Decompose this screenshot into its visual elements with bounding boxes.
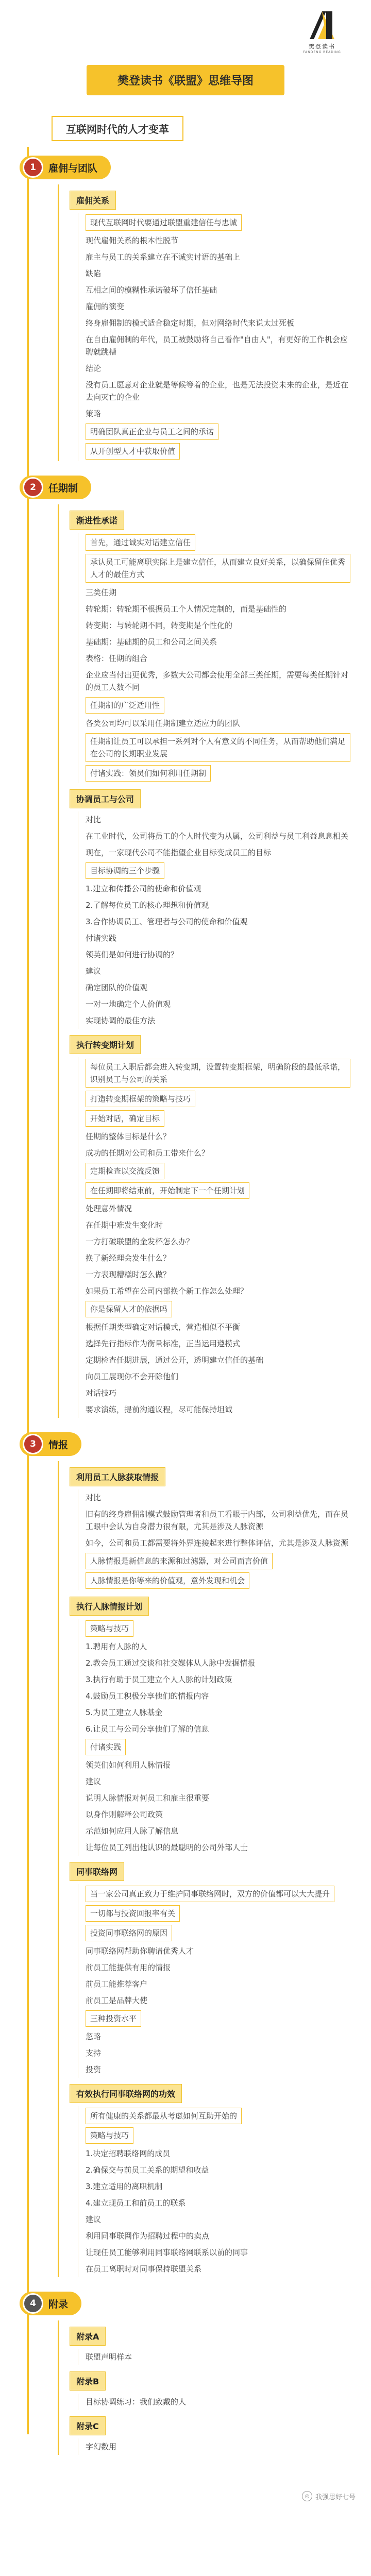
- node-row: [86, 360, 350, 377]
- node: 领英们是如何进行协调的？: [86, 950, 179, 959]
- node-row: [86, 2178, 350, 2195]
- node-row: [86, 811, 350, 828]
- node-row: [86, 1335, 350, 1352]
- section-number-badge: 2: [23, 477, 43, 498]
- node: 支持: [86, 2048, 102, 2058]
- node: 1.建立和传播公司的使命和价值观: [86, 884, 201, 893]
- node-row: [86, 1535, 350, 1551]
- highlighted-node: 人脉情报是你等来的价值观，意外发现和机会: [86, 1572, 249, 1589]
- section-number-badge: 1: [23, 157, 43, 178]
- node: 在任期中难发生变化时: [86, 1221, 163, 1230]
- node-row: [86, 282, 350, 298]
- highlighted-node: 当一家公司真正致力于维护同事联络网时，双方的价值都可以大大提升: [86, 1886, 334, 1902]
- node-row: [86, 715, 350, 732]
- node-row: [86, 1839, 350, 1856]
- node-row: [86, 1401, 350, 1418]
- node: 表格：任期的组合: [86, 654, 148, 663]
- node: 缺陷: [86, 269, 102, 278]
- topic-heading[interactable]: 同事联络网: [70, 1862, 124, 1881]
- node-row: [86, 1489, 350, 1506]
- node-row: [86, 422, 350, 442]
- section: [21, 476, 350, 1418]
- topic-block: [70, 184, 350, 461]
- watermark-text: 我强思好七号: [315, 2493, 356, 2501]
- node: 目标协调练习：我们致戴的人: [86, 2397, 187, 2406]
- node-row: [86, 1266, 350, 1283]
- node-row: [86, 2162, 350, 2178]
- topic-heading[interactable]: 渐进性承诺: [70, 511, 124, 530]
- node: 一方打破联盟的金发杯怎么办？: [86, 1237, 194, 1246]
- node: 2.确保交与前员工关系的期望和收益: [86, 2165, 209, 2175]
- node-row: [86, 2438, 350, 2455]
- node-row: [86, 897, 350, 913]
- node-row: [86, 1368, 350, 1385]
- node-row: [86, 265, 350, 282]
- node: 在自由雇佣制的年代，员工被鼓励将自己看作"自由人"，有更好的工作机会应聘就跳槽: [86, 335, 348, 357]
- node-row: [86, 1655, 350, 1671]
- node-row: [86, 930, 350, 946]
- node: 让每位员工列出他认识的最聪明的公司外部人士: [86, 1843, 248, 1852]
- topic-heading[interactable]: 执行人脉情报计划: [70, 1597, 149, 1616]
- node: 建议: [86, 1777, 102, 1786]
- highlighted-node: 每位员工入职后都会进入转变期，设置转变期框架，明确阶段的最低承诺，识别员工与公司的关系: [86, 1059, 350, 1088]
- node: 6.让员工与公司分享他们了解的信息: [86, 1724, 209, 1734]
- topic-items: [78, 1489, 350, 1590]
- node-row: [86, 2228, 350, 2244]
- node: 各类公司均可以采用任期制建立适应力的团队: [86, 719, 241, 728]
- topic-block: [70, 1590, 350, 1856]
- node: 雇主与员工的关系建立在不诚实讨语的基础上: [86, 252, 241, 262]
- highlighted-node: 付诸实践: [86, 1739, 126, 1755]
- node-row: [86, 650, 350, 667]
- node: 现代雇佣关系的根本性脱节: [86, 236, 179, 245]
- node-row: [86, 1823, 350, 1839]
- section-branch: [58, 1461, 350, 2277]
- section: [21, 2292, 350, 2455]
- node-row: [86, 2261, 350, 2277]
- highlighted-node: 你是保留人才的依据吗: [86, 1301, 172, 1317]
- node-row: [86, 552, 350, 584]
- node: 在工业时代，公司将员工的个人时代变为从属，公司利益与员工利益息息相关: [86, 832, 349, 841]
- node: 付诸实践: [86, 934, 117, 943]
- node: 转轮期：转轮期不根据员工个人情况定制的，而是基础性的: [86, 604, 287, 614]
- node: 现在，一家现代公司不能指望企业目标变成员工的目标: [86, 848, 272, 857]
- node: 如果员工希望在公司内部换个新工作怎么处理？: [86, 1286, 248, 1296]
- node-row: [86, 1671, 350, 1688]
- node-row: [86, 1737, 350, 1757]
- node-row: [86, 442, 350, 461]
- topic-items: [78, 213, 350, 461]
- node-row: [86, 1806, 350, 1823]
- node: 建议: [86, 967, 102, 976]
- topic-block: [70, 2320, 350, 2365]
- title-wrap: [0, 65, 371, 95]
- node: 任期的整体目标是什么？: [86, 1132, 171, 1141]
- footer: [0, 2470, 371, 2512]
- node-row: [86, 913, 350, 930]
- node: 示范如何应用人脉了解信息: [86, 1826, 179, 1836]
- node: 策略: [86, 409, 102, 418]
- node-row: [86, 331, 350, 360]
- highlighted-node: 明确团队真正企业与员工之间的承诺: [86, 423, 218, 440]
- node: 要求演练，提前沟通议程，尽可能保持坦诚: [86, 1405, 233, 1414]
- node: 没有员工愿意对企业就是等候等着的企业，也是无法投资未来的企业，是近在去向灭亡的企业: [86, 380, 349, 402]
- node: 终身雇佣制的模式适合稳定时期，但对网络时代来说太过死板: [86, 318, 295, 328]
- highlighted-node: 投资同事联络网的原因: [86, 1925, 172, 1941]
- node: 互相之间的模糊性承诺破坏了信任基础: [86, 285, 217, 295]
- topic-heading[interactable]: 雇佣关系: [70, 191, 116, 210]
- section-label: 情报: [48, 1439, 69, 1451]
- node-row: [86, 2145, 350, 2162]
- node: 一方表现糟糕时怎么做？: [86, 1270, 171, 1279]
- highlighted-node: 打造转变期框架的策略与技巧: [86, 1091, 195, 1107]
- node: 3.建立适用的离职机制: [86, 2182, 163, 2191]
- node-row: [86, 213, 350, 232]
- highlighted-node: 承认员工可能离职实际上是建立信任，从而建立良好关系，以确保留住优秀人才的最佳方式: [86, 554, 350, 583]
- topic-heading[interactable]: 有效执行同事联络网的功效: [70, 2084, 182, 2103]
- mindmap: [0, 95, 371, 2455]
- node-row: [86, 1551, 350, 1571]
- highlighted-node: 现代互联网时代要通过联盟重建信任与忠诚: [86, 214, 242, 231]
- node: 对比: [86, 1493, 102, 1502]
- node: 向员工展现你不会开除他们: [86, 1372, 179, 1381]
- node-row: [86, 1250, 350, 1266]
- node-row: [86, 1012, 350, 1029]
- node-row: [86, 2106, 350, 2126]
- node: 同事联络网帮助你聘请优秀人才: [86, 1946, 194, 1956]
- node-row: [86, 1790, 350, 1806]
- node-row: [86, 2045, 350, 2061]
- section-branch: [58, 184, 350, 461]
- topic-items: [78, 1884, 350, 2078]
- node: 1.决定招聘联络网的成员: [86, 2149, 171, 2158]
- section-header[interactable]: [20, 476, 91, 499]
- node: 确定团队的价值观: [86, 983, 148, 992]
- node-row: [86, 996, 350, 1012]
- topic-block: [70, 783, 350, 1029]
- node: 对话技巧: [86, 1388, 117, 1398]
- node-row: [86, 1704, 350, 1721]
- node: 雇佣的演变: [86, 302, 125, 311]
- node-row: [86, 946, 350, 963]
- node: 4.建立现员工和前员工的联系: [86, 2198, 186, 2208]
- node: 3.合作协调员工、管理者与公司的使命和价值观: [86, 917, 248, 926]
- node-row: [86, 963, 350, 979]
- node: 处理意外情况: [86, 1204, 132, 1213]
- node-row: [86, 1200, 350, 1217]
- node: 以身作则解释公司政策: [86, 1810, 163, 1819]
- node-row: [86, 232, 350, 249]
- topic-items: [78, 2438, 350, 2455]
- topic-items: [78, 533, 350, 783]
- node-row: [86, 533, 350, 552]
- node: 换了新经理会发生什么？: [86, 1253, 171, 1263]
- node-row: [86, 1233, 350, 1250]
- highlighted-node: 在任期即将结束前，开始制定下一个任期计划: [86, 1182, 249, 1199]
- highlighted-node: 定期检查以交流反馈: [86, 1163, 164, 1179]
- node-row: [86, 2028, 350, 2045]
- node-row: [86, 1619, 350, 1638]
- node: 利用同事联网作为招聘过程中的卖点: [86, 2231, 210, 2241]
- topic-block: [70, 1856, 350, 2078]
- topic-items: [78, 2106, 350, 2277]
- logo-subtext: FANDENG READING: [303, 50, 341, 54]
- node-row: [86, 979, 350, 996]
- highlighted-node: 策略与技巧: [86, 1620, 133, 1637]
- topic-block: [70, 504, 350, 783]
- topic-items: [78, 811, 350, 1029]
- section-number-badge: 4: [23, 2293, 43, 2314]
- logo-name: 樊登读书: [309, 43, 335, 50]
- topic-heading[interactable]: 利用员工人脉获取情报: [70, 1467, 165, 1486]
- highlighted-node: 首先，通过诚实对话建立信任: [86, 534, 195, 551]
- node-row: [86, 2061, 350, 2078]
- node-row: [86, 617, 350, 634]
- node-row: [86, 1161, 350, 1181]
- section-header[interactable]: [20, 156, 111, 179]
- section-header[interactable]: [20, 1432, 81, 1456]
- node: 领英们如何利用人脉情报: [86, 1760, 171, 1770]
- section-label: 雇佣与团队: [48, 162, 98, 174]
- topic-items: [78, 2394, 350, 2410]
- topic-heading[interactable]: 协调员工与公司: [70, 789, 141, 808]
- node: 说明人脉情报对何员工和雇主很重要: [86, 1793, 210, 1803]
- node-row: [86, 1638, 350, 1655]
- topic-block: [70, 2078, 350, 2277]
- node-row: [86, 1571, 350, 1590]
- node-row: [86, 1319, 350, 1335]
- brand-logo: [294, 9, 350, 54]
- section-header[interactable]: [20, 2292, 81, 2315]
- highlighted-node: 任期制的广泛适用性: [86, 697, 164, 714]
- section-label: 任期制: [48, 482, 78, 494]
- node: 三类任期: [86, 588, 117, 597]
- topic-heading[interactable]: 执行转变期计划: [70, 1035, 141, 1054]
- node-row: [86, 1721, 350, 1737]
- topic-heading[interactable]: 附录A: [70, 2327, 106, 2346]
- node-row: [86, 861, 350, 880]
- topic-block: [70, 1029, 350, 1418]
- node: 一对一地确定个人价值观: [86, 999, 171, 1009]
- node-row: [86, 1904, 350, 1923]
- node: 3.执行有助于员工建立个人人脉的计划政策: [86, 1675, 232, 1684]
- node-row: [86, 1943, 350, 1959]
- node: 建议: [86, 2215, 102, 2224]
- node: 根据任期类型确定对话模式，营造相似不平衡: [86, 1323, 241, 1332]
- node-row: [86, 601, 350, 617]
- node-row: [86, 667, 350, 696]
- highlighted-node: 从开创型人才中获取价值: [86, 443, 180, 460]
- page-subtitle: 互联网时代的人才变革: [52, 116, 183, 141]
- node-row: [86, 844, 350, 861]
- node-row: [86, 1757, 350, 1773]
- topic-items: [78, 2349, 350, 2365]
- section-number-badge: 3: [23, 1434, 43, 1454]
- node-row: [86, 315, 350, 331]
- node-row: [86, 377, 350, 405]
- node: 前员工能提供有用的情报: [86, 1963, 171, 1972]
- highlighted-node: 三种投资水平: [86, 2010, 141, 2027]
- node: 联盟声明样本: [86, 2352, 132, 2362]
- node-row: [86, 2211, 350, 2228]
- node-row: [86, 696, 350, 715]
- node: 投资: [86, 2065, 102, 2074]
- node: 1.聘用有人脉的人: [86, 1642, 147, 1651]
- node-row: [86, 249, 350, 265]
- node: 企业应当付出更优秀，多数大公司都会使用全部三类任期，需要每类任期针对的员工人数不同: [86, 670, 349, 692]
- node-row: [86, 1283, 350, 1299]
- node: 2.了解每位员工的核心理想和价值观: [86, 901, 209, 910]
- node: 2.教会员工通过交谈和社交媒体从人脉中发掘情报: [86, 1658, 256, 1668]
- topic-items: [78, 1619, 350, 1856]
- node: 前员工是品牌大使: [86, 1996, 148, 2005]
- highlighted-node: 开始对话，确定目标: [86, 1110, 164, 1127]
- node-row: [86, 1089, 350, 1109]
- highlighted-node: 人脉情报是新信息的来源和过滤器，对公司而言价值: [86, 1553, 273, 1569]
- node-row: [86, 1976, 350, 1992]
- node-row: [86, 2394, 350, 2410]
- node-row: [86, 1352, 350, 1368]
- highlighted-node: 策略与技巧: [86, 2127, 133, 2144]
- node-row: [86, 2244, 350, 2261]
- topic-block: [70, 2365, 350, 2410]
- node-row: [86, 1385, 350, 1401]
- node: 结论: [86, 364, 102, 373]
- node-row: [86, 2195, 350, 2211]
- node-row: [86, 1884, 350, 1904]
- node-row: [86, 1109, 350, 1128]
- node: 在员工离职时对同事保持联盟关系: [86, 2264, 202, 2274]
- node-row: [86, 1299, 350, 1319]
- node-row: [86, 1128, 350, 1145]
- node: 转变期：与转轮期不同，转变期是个性化的: [86, 621, 233, 630]
- topic-heading[interactable]: 附录B: [70, 2371, 106, 2391]
- node-row: [86, 2009, 350, 2028]
- header: [0, 0, 371, 62]
- node: 成功的任期对公司和员工带来什么？: [86, 1148, 210, 1158]
- node: 前员工能推荐客户: [86, 1979, 148, 1989]
- section: [21, 1432, 350, 2277]
- highlighted-node: 任期制让员工可以承担一系列对个人有意义的不同任务，从而帮助他们满足在公司的长期职业发展: [86, 733, 350, 762]
- node-row: [86, 1145, 350, 1161]
- section: [21, 156, 350, 461]
- section-branch: [58, 504, 350, 1418]
- node-row: [86, 405, 350, 422]
- wechat-icon: ◎: [302, 2491, 312, 2501]
- node: 定期检查任期进展，通过公开，透明建立信任的基础: [86, 1355, 264, 1365]
- topic-block: [70, 1461, 350, 1590]
- section-label: 附录: [48, 2298, 69, 2310]
- node: 4.鼓励员工积极分享他们的情报内容: [86, 1691, 209, 1701]
- node: 旧有的终身雇佣制模式鼓励管理者和员工看眼于内部，公司利益优先，而在员工眼中会认为自身潜力很有限，尤其是涉及人脉资源: [86, 1510, 349, 1531]
- watermark: [302, 2491, 356, 2501]
- highlighted-node: 付诸实践：领员们如何利用任期制: [86, 765, 211, 782]
- node: 如今，公司和员工都需要将外界连接起来进行整体评估，尤其是涉及人脉资源: [86, 1538, 349, 1548]
- node: 字幻数用: [86, 2442, 117, 2451]
- highlighted-node: 一切都与投资回报率有关: [86, 1905, 180, 1922]
- node: 对比: [86, 815, 102, 824]
- node: 5.为员工建立人脉基金: [86, 1708, 163, 1717]
- node-row: [86, 2349, 350, 2365]
- node-row: [86, 1217, 350, 1233]
- node: 让现任员工能够利用同事联络网联系以前的同事: [86, 2248, 248, 2257]
- node-row: [86, 634, 350, 650]
- node-row: [86, 828, 350, 844]
- node-row: [86, 1688, 350, 1704]
- node-row: [86, 1057, 350, 1089]
- node-row: [86, 1992, 350, 2009]
- node-row: [86, 1923, 350, 1943]
- highlighted-node: 所有健康的关系都最从考虑如何互助开始的: [86, 2108, 242, 2124]
- node: 实现协调的最佳方法: [86, 1016, 156, 1025]
- node-row: [86, 1181, 350, 1200]
- node-row: [86, 1959, 350, 1976]
- node-row: [86, 584, 350, 601]
- node: 忽略: [86, 2032, 102, 2041]
- logo-icon: [302, 9, 342, 41]
- node-row: [86, 298, 350, 315]
- node-row: [86, 764, 350, 783]
- node-row: [86, 1506, 350, 1535]
- topic-heading[interactable]: 附录C: [70, 2416, 106, 2435]
- node-row: [86, 2126, 350, 2145]
- topic-block: [70, 2410, 350, 2455]
- highlighted-node: 目标协调的三个步骤: [86, 862, 164, 879]
- node-row: [86, 880, 350, 897]
- page-title: 樊登读书《联盟》思维导图: [87, 65, 284, 95]
- node-row: [86, 1773, 350, 1790]
- section-branch: [58, 2320, 350, 2455]
- node: 选择先行指标作为衡量标准，正当运用遵模式: [86, 1339, 241, 1348]
- node-row: [86, 732, 350, 764]
- topic-items: [78, 1057, 350, 1418]
- sections-container: [21, 156, 350, 2455]
- node: 基础期：基础期的员工和公司之间关系: [86, 637, 217, 647]
